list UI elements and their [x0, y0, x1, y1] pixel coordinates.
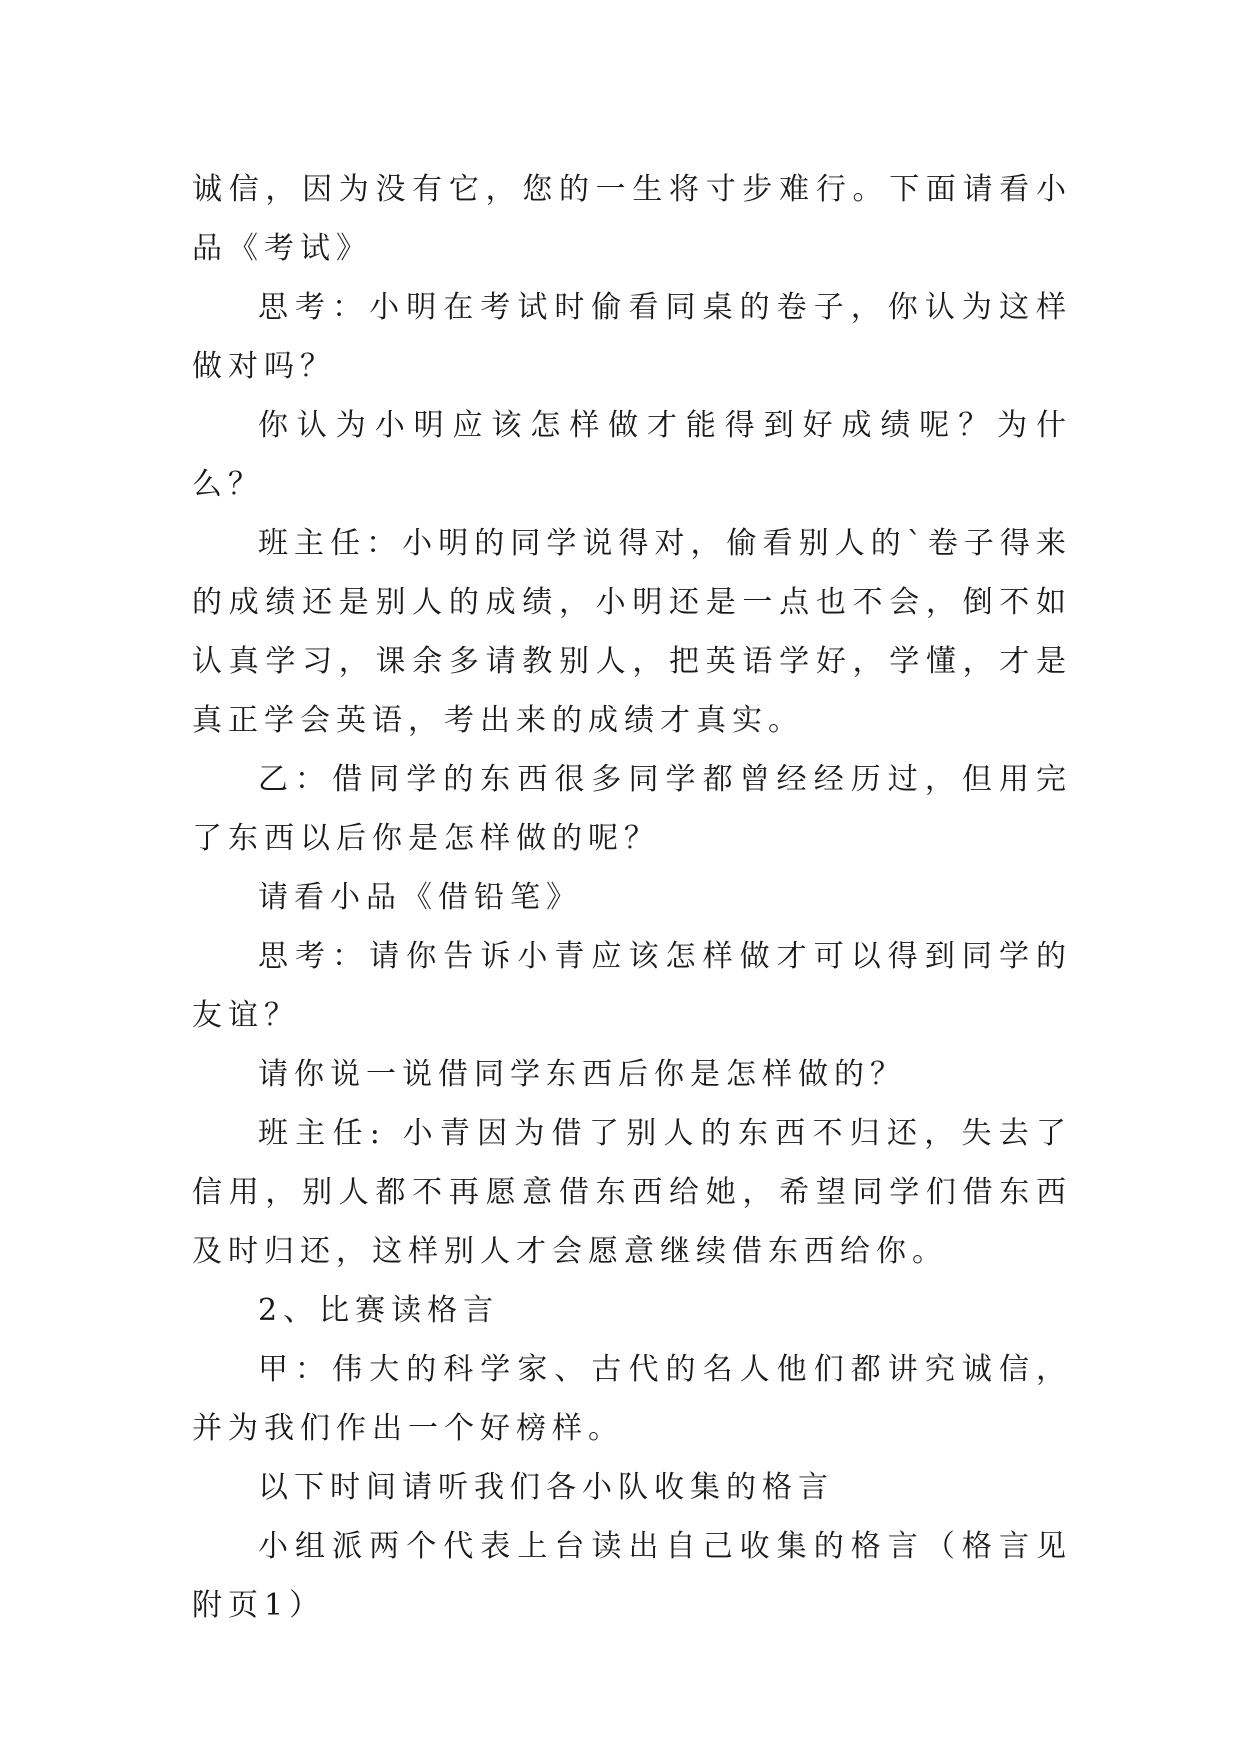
paragraph: 甲：伟大的科学家、古代的名人他们都讲究诚信，并为我们作出一个好榜样。 [192, 1352, 1072, 1446]
paragraph: 请你说一说借同学东西后你是怎样做的？ [258, 1057, 906, 1092]
paragraph: 班主任: 小青因为借了别人的东西不归还，失去了信用，别人都不再愿意借东西给她，希望同学们借东西及时归还，这样别人才会愿意继续借东西给你。 [192, 1116, 1072, 1269]
paragraph: 思考：小明在考试时偷看同桌的卷子，你认为这样做对吗？ [192, 290, 1072, 384]
document-body [192, 160, 1072, 1635]
paragraph: 小组派两个代表上台读出自己收集的格言（格言见附页1） [192, 1529, 1072, 1623]
paragraph: 2、比赛读格言 [258, 1293, 500, 1328]
paragraph: 以下时间请听我们各小队收集的格言 [258, 1470, 834, 1505]
paragraph: 班主任：小明的同学说得对，偷看别人的`卷子得来的成绩还是别人的成绩，小明还是一点也不会，倒不如认真学习，课余多请教别人，把英语学好，学懂，才是真正学会英语，考出来的成绩才真实。 [192, 526, 1072, 738]
paragraph: 请看小品《借铅笔》 [258, 880, 582, 915]
paragraph: 诚信，因为没有它，您的一生将寸步难行。下面请看小品《考试》 [192, 172, 1072, 266]
paragraph: 你认为小明应该怎样做才能得到好成绩呢？为什么？ [192, 408, 1072, 502]
paragraph: 乙：借同学的东西很多同学都曾经经历过，但用完了东西以后你是怎样做的呢？ [192, 762, 1072, 856]
paragraph: 思考：请你告诉小青应该怎样做才可以得到同学的友谊？ [192, 939, 1072, 1033]
